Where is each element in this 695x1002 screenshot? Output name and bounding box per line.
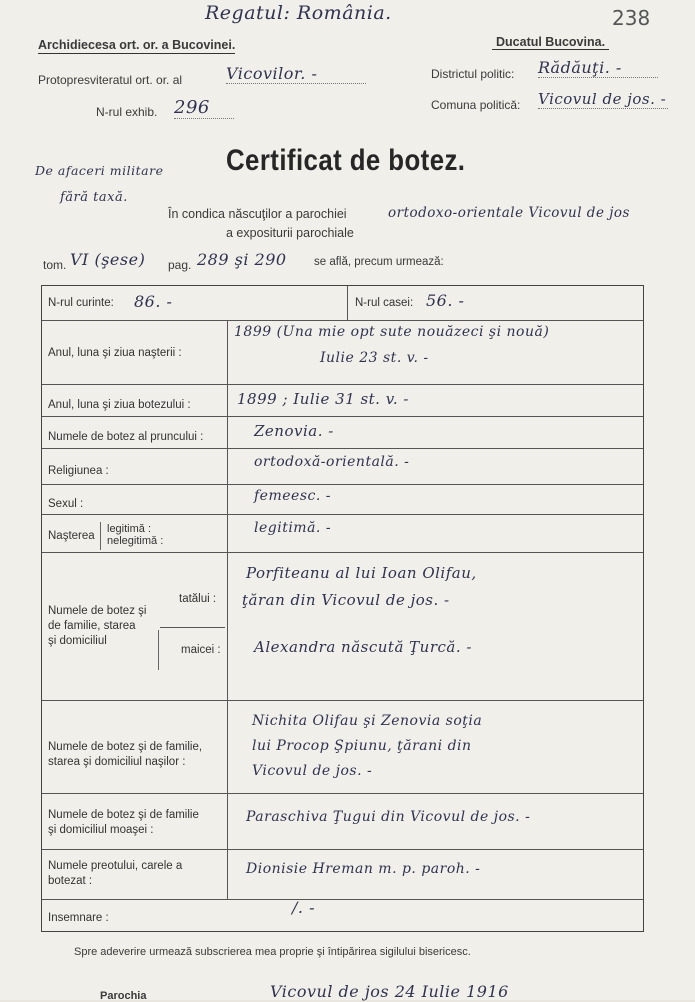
religion-label: Religiunea : [48,465,109,477]
religion-value: ortodoxă-orientală. - [254,454,410,470]
certificate-table [41,285,644,932]
handwritten-country: Regatul: România. [205,2,392,24]
house-number-value: 56. - [426,291,465,310]
current-number-value: 86. - [134,292,173,311]
birth-date-line1: 1899 (Una mie opt sute nouăzeci şi nouă) [234,324,550,340]
birth-value: legitimă. - [254,520,332,536]
side-note-line1: De afaceri militare [35,163,164,178]
sex-label: Sexul : [48,498,84,510]
birth-date-line2: Iulie 23 st. v. - [320,350,429,366]
volume-label: tom. [43,258,67,272]
page-label: pag. [168,258,192,272]
baptism-name-label: Numele de botez al pruncului : [48,431,204,443]
archdiocese-label: Archidiecesa ort. or. a Bucovinei. [38,38,236,52]
notes-value: /. - [292,898,315,917]
godparents-line3: Vicovul de jos. - [252,763,373,779]
footer-statement: Spre adeverire urmează subscrierea mea proprie şi întipărirea sigilului bisericesc. [74,946,471,958]
volume-value: VI (şese) [70,250,146,269]
duchy-label: Ducatul Bucovina. [492,35,609,50]
house-number-label: N-rul casei: [355,297,414,309]
register-line2-label: a expositurii parochiale [226,226,354,240]
godparents-label: Numele de botez şi de familie, starea şi domiciliul naşilor : [48,741,203,768]
register-line1-label: În condica născuţilor a parochiei [168,207,347,221]
page-number: 238 [612,6,651,30]
baptism-name-value: Zenovia. - [254,422,334,440]
father-label: tatălui : [179,593,217,605]
mother-value: Alexandra născută Ţurcă. - [254,638,472,656]
parents-label: Numele de botez şi de familie, starea şi domiciliul [48,605,147,647]
register-suffix: se află, precum urmează: [314,256,444,268]
baptism-date-value: 1899 ; Iulie 31 st. v. - [237,390,410,408]
priest-label: Numele preotului, carele a botezat : [48,860,183,887]
register-parish-value: ortodoxo-orientale Vicovul de jos [388,205,630,221]
protopresbyterate-value: Vicovilor. - [226,64,366,84]
father-line2: ţăran din Vicovul de jos. - [242,591,450,609]
godparents-line1: Nichita Olifau şi Zenovia soţia [252,713,483,729]
commune-label: Comuna politică: [431,98,521,112]
district-label: Districtul politic: [431,67,515,81]
footer-date-value: Vicovul de jos 24 Iulie 1916 [270,982,509,1001]
page-value: 289 şi 290 [197,250,287,269]
exhibit-value: 296 [174,97,234,119]
notes-label: Insemnare : [48,912,109,924]
midwife-label: Numele de botez şi de familie şi domiciliul moaşei : [48,809,199,836]
protopresbyterate-label: Protopresviteratul ort. or. al [38,73,183,87]
sex-value: femeesc. - [254,488,331,504]
priest-value: Dionisie Hreman m. p. paroh. - [246,861,481,877]
district-value: Rădăuţi. - [538,58,658,78]
mother-label: maicei : [181,644,221,656]
legitimacy-options [100,522,163,550]
commune-value: Vicovul de jos. - [538,90,667,108]
exhibit-label: N-rul exhib. [96,105,158,119]
footer-parish-label: Parochia [100,990,147,1002]
illegitimate-label: nelegitimă : [107,535,164,547]
birth-label: Naşterea [48,530,95,542]
current-number-label: N-rul curinte: [48,297,114,309]
midwife-value: Paraschiva Ţugui din Vicovul de jos. - [246,809,531,825]
legitimate-label: legitimă : [107,523,152,535]
godparents-line2: lui Procop Şpiunu, ţărani din [252,738,472,754]
baptism-date-label: Anul, luna şi ziua botezului : [48,399,191,411]
side-note-line2: fără taxă. [60,190,128,205]
birth-date-label: Anul, luna şi ziua naşterii : [48,347,182,359]
page-title: Certificat de botez. [226,144,466,177]
father-line1: Porfiteanu al lui Ioan Olifau, [246,564,477,582]
